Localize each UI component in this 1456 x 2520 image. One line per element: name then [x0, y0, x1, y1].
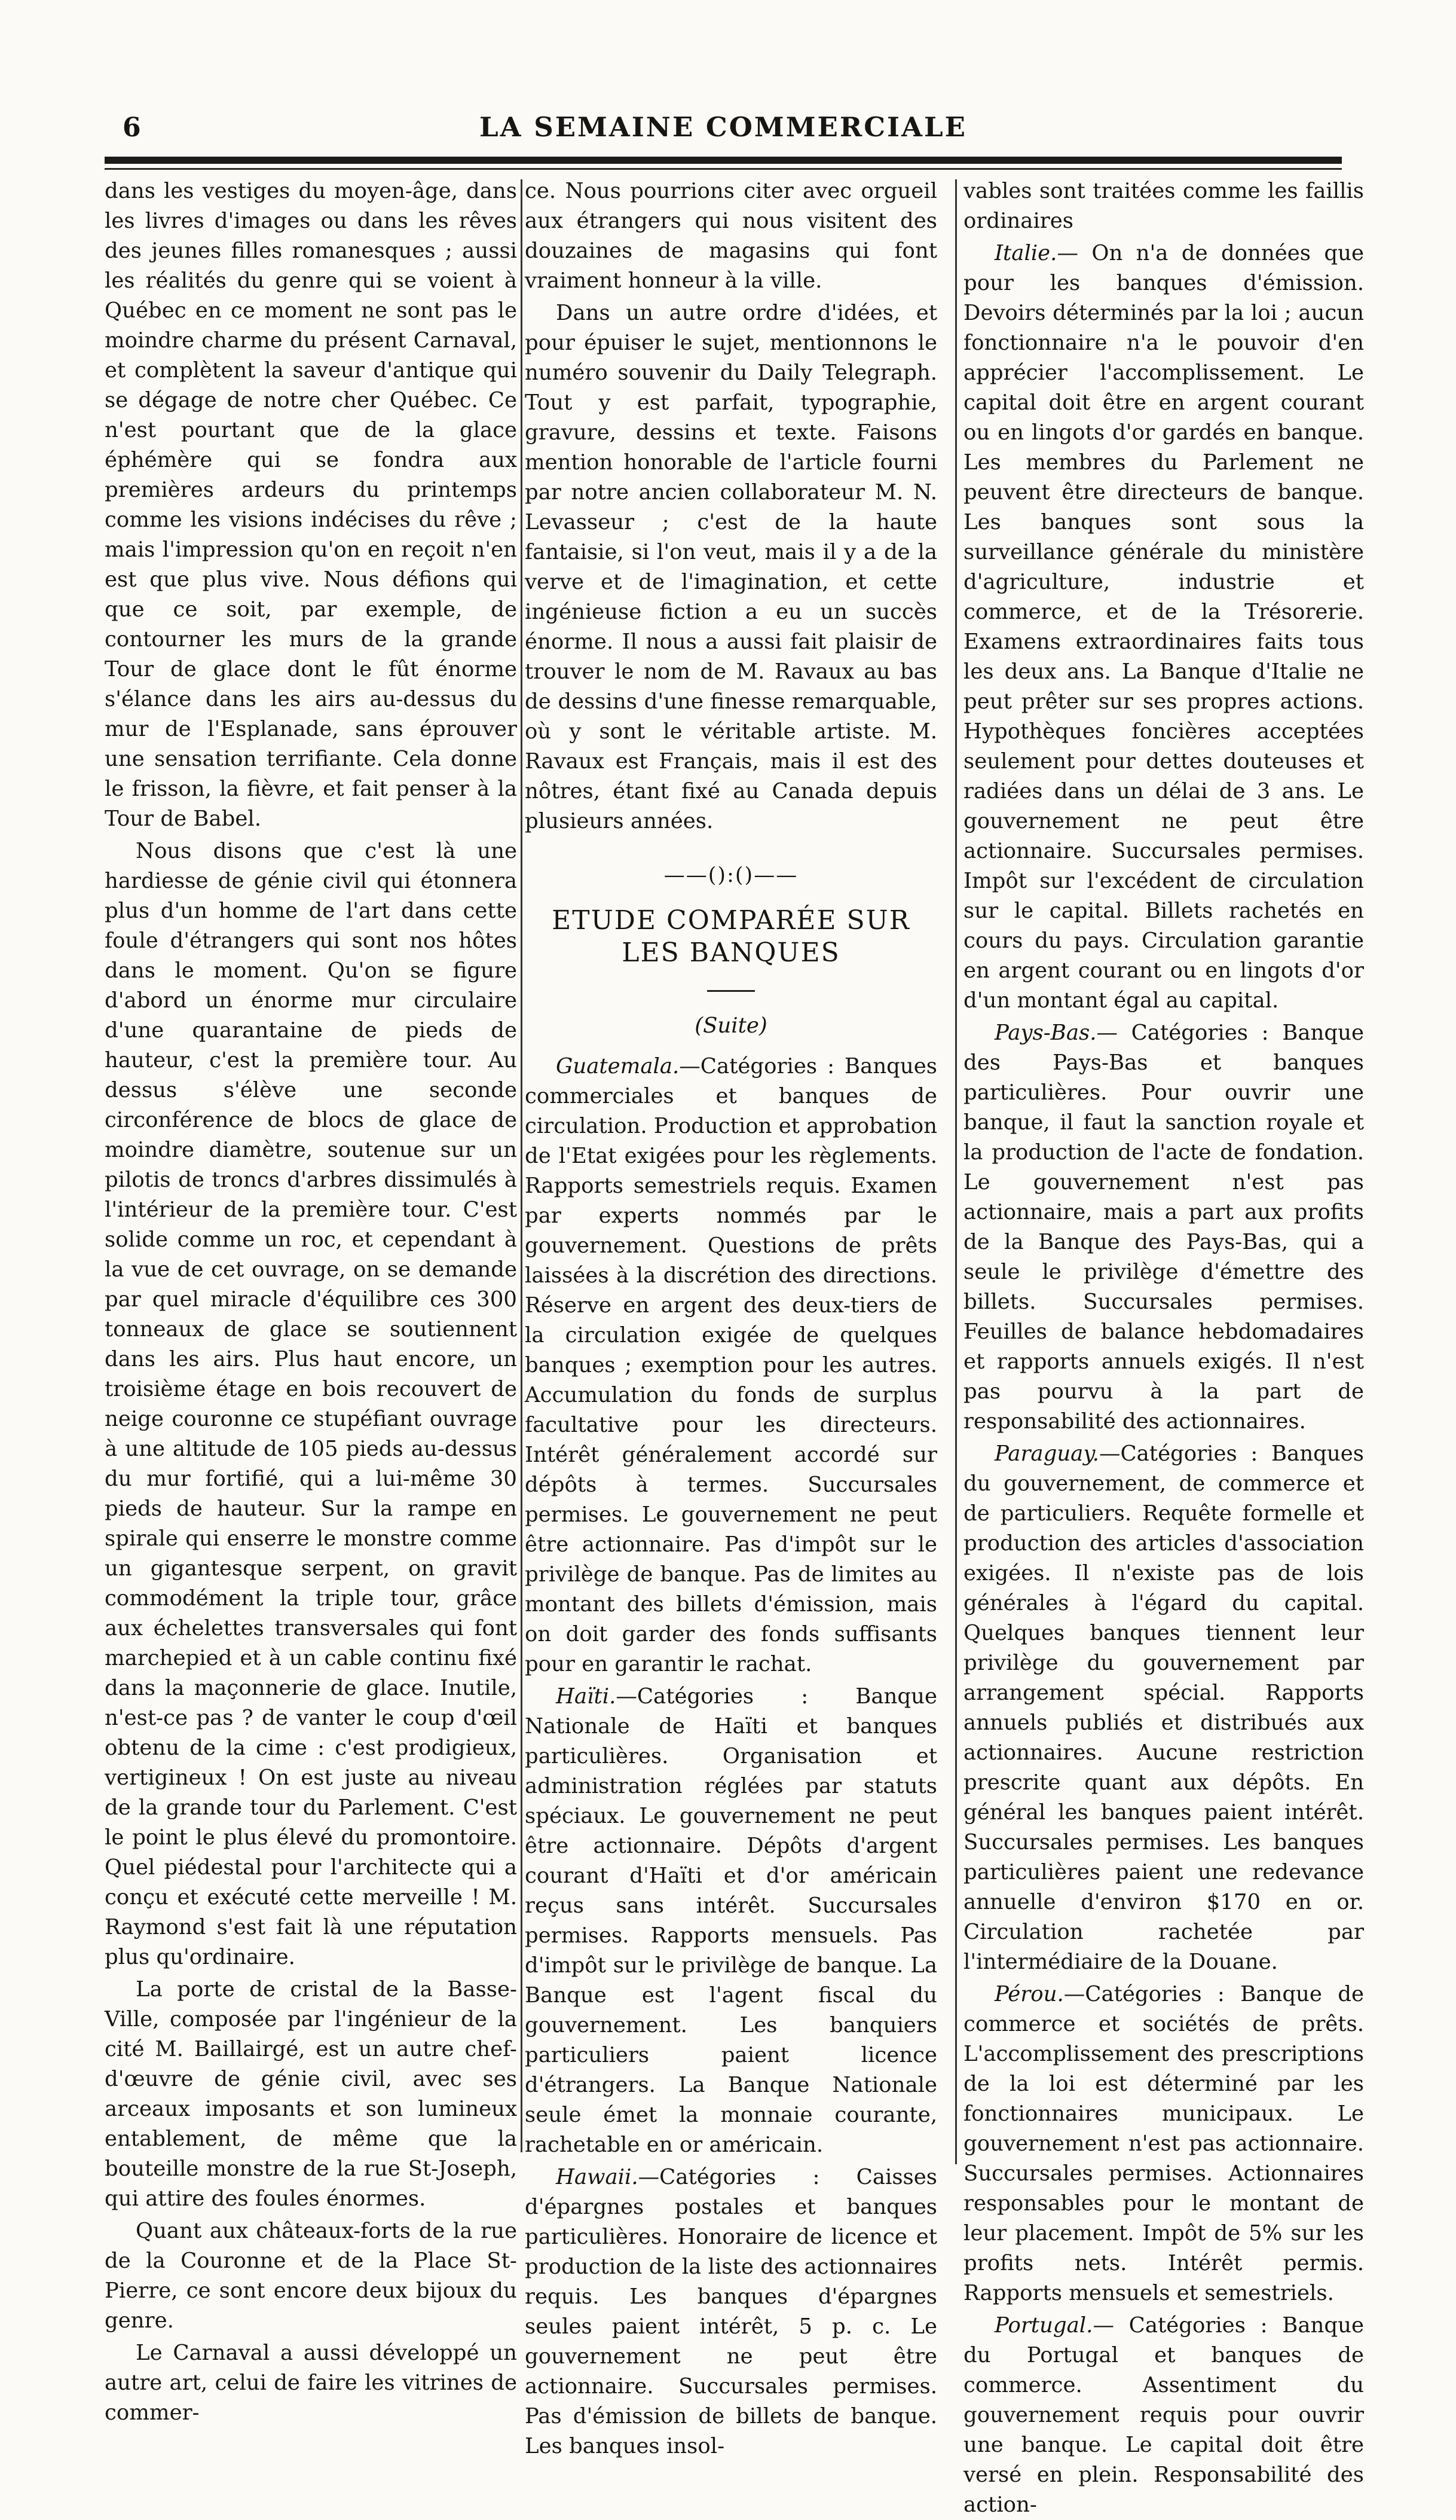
col3-paragraph-0: vables sont traitées comme les faillis ordinaires	[963, 179, 1364, 233]
section-separator: ——():()——	[663, 863, 799, 887]
col1-paragraph-5: Le Carnaval a aussi développé un autre art, celui de faire les vitrines de commer-	[105, 2341, 517, 2425]
country-italie: Italie.	[995, 241, 1057, 265]
page-header	[105, 108, 1342, 161]
entry-hawaii	[525, 2162, 937, 2461]
country-guatemala: Guatemala.	[556, 1054, 680, 1079]
header-rule-thick	[105, 157, 1342, 164]
column-divider-1	[521, 179, 522, 2152]
column-2	[525, 176, 937, 2461]
text-hawaii: —Catégories : Caisses d'épargnes postales et banques particulières. Honoraire de licence et production de la liste des actionnaires requis. Les banques d'épargnes seules paient intérêt, 5 p. c. Le gouvernement ne peut être actionnaire. Succursales permises. Pas d'émission de billets de banque. Les banques insol-	[525, 2165, 937, 2458]
col1-paragraph-2: Nous disons que c'est là une hardiesse de génie civil qui étonnera plus d'un homme de l'art dans cette foule d'étrangers qui sont nos hôtes dans le moment. Qu'on se figure d'abord un énorme mur circulaire d'une quarantaine de pieds de hauteur, c'est la première tour. Au dessus s'élève une seconde circonférence de blocs de glace de moindre diamètre, soutenue sur un pilotis de troncs d'arbres dissimulés à l'intérieur de la première tour. C'est solide comme un roc, et cependant à la vue de cet ouvrage, on se demande par quel miracle d'équilibre ces 300 tonneaux de glace se soutiennent dans les airs. Plus haut encore, un troisième étage en bois recouvert de neige couronne ce stupéfiant ouvrage à une altitude de 105 pieds au-dessus du mur fortifié, qui a lui-même 30 pieds de hauteur. Sur la rampe en spirale qui enserre le monstre comme un gigantesque serpent, on gravit commodément la triple tour, grâce aux échelettes transversales qui font marchepied et à un cable continu fixé dans la maçonnerie de glace. Inutile, n'est-ce pas ? de vanter le coup d'œil obtenu de la cime : c'est prodigieux, vertigineux ! On est juste au niveau de la grande tour du Parlement. C'est le point le plus élevé du promontoire. Quel piédestal pour l'architecte qui a conçu et exécuté cette merveille ! M. Raymond s'est fait là une réputation plus qu'ordinaire.	[105, 839, 517, 1969]
text-haiti: —Catégories : Banque Nationale de Haïti et banques particulières. Organisation et administration réglées par statuts spéciaux. Le gouvernement ne peut être actionnaire. Dépôts d'argent courant d'Haïti et d'or américain reçus sans intérêt. Succursales permises. Rapports mensuels. Pas d'impôt sur le privilège de banque. La Banque est l'agent fiscal du gouvernement. Les banquiers particuliers paient licence d'étrangers. La Banque Nationale seule émet la monnaie courante, rachetable en or américain.	[525, 1684, 937, 2157]
page-number: 6	[123, 112, 141, 143]
heading-dash	[525, 975, 937, 1005]
col1-paragraph-3: La porte de cristal de la Basse-Ville, composée par l'ingénieur de la cité M. Baillairgé, est un autre chef-d'œuvre de génie civil, avec ses arceaux imposants et son lumineux entablement, de même que la bouteille monstre de la rue St-Joseph, qui attire des foules énormes.	[105, 1977, 517, 2211]
country-haiti: Haïti.	[556, 1684, 616, 1709]
col2-paragraph-1: ce. Nous pourrions citer avec orgueil aux étrangers qui nous visitent des douzaines de magasins qui font vraiment honneur à la ville.	[525, 179, 937, 293]
article-heading: ETUDE COMPARÉE SUR LES BANQUES	[552, 905, 910, 968]
col2-paragraph-2: Dans un autre ordre d'idées, et pour épuiser le sujet, mentionnons le numéro souvenir du Daily Telegraph. Tout y est parfait, typographie, gravure, dessins et texte. Faisons mention honorable de l'article fourni par notre ancien collaborateur M. N. Levasseur ; c'est de la haute fantaisie, si l'on veut, mais il y a de la verve et de l'imagination, et cette ingénieuse fiction a eu un succès énorme. Il nous a aussi fait plaisir de trouver le nom de M. Ravaux au bas de dessins d'une finesse remarquable, où y sont le véritable artiste. M. Ravaux est Français, mais il est des nôtres, étant fixé au Canada depuis plusieurs années.	[525, 301, 937, 833]
col1-paragraph-4: Quant aux châteaux-forts de la rue de la Couronne et de la Place St-Pierre, ce sont encore deux bijoux du genre.	[105, 2219, 517, 2333]
entry-paraguay	[963, 1439, 1364, 1977]
column-1	[105, 176, 517, 2428]
entry-guatemala	[525, 1052, 937, 1679]
journal-title: LA SEMAINE COMMERCIALE	[479, 111, 967, 143]
text-portugal: — Catégories : Banque du Portugal et banques de commerce. Assentiment du gouvernement requis pour ouvrir une banque. Le capital doit être versé en plein. Responsabilité des action-	[963, 2313, 1364, 2517]
entry-pays-bas	[963, 1018, 1364, 1437]
entry-perou	[963, 1980, 1364, 2308]
entry-italie	[963, 239, 1364, 1016]
text-pays-bas: — Catégories : Banque des Pays-Bas et banques particulières. Pour ouvrir une banque, il faut la sanction royale et la production de l'acte de fondation. Le gouvernement n'est pas actionnaire, mais a part aux profits de la Banque des Pays-Bas, qui a seule le privilège d'émettre des billets. Succursales permises. Feuilles de balance hebdomadaires et rapports annuels exigés. Il n'est pas pourvu à la part de responsabilité des actionnaires.	[963, 1021, 1364, 1434]
article-continuation: (Suite)	[695, 1013, 767, 1038]
country-hawaii: Hawaii.	[556, 2165, 638, 2189]
text-paraguay: —Catégories : Banques du gouvernement, de commerce et de particuliers. Requête formelle et production des articles d'association exigées. Il n'existe pas de lois générales à l'égard du capital. Quelques banques tiennent leur privilège du gouvernement par arrangement spécial. Rapports annuels publiés et distribués aux actionnaires. Aucune restriction prescrite quant aux dépôts. En général les banques paient intérêt. Succursales permises. Les banques particulières paient une redevance annuelle d'environ $170 en or. Circulation rachetée par l'intermédiaire de la Douane.	[963, 1441, 1364, 1974]
column-divider-2	[955, 179, 957, 2164]
column-3	[963, 176, 1364, 2520]
country-perou: Pérou.	[995, 1982, 1064, 2006]
text-perou: —Catégories : Banque de commerce et sociétés de prêts. L'accomplissement des prescriptions de la loi est déterminé par les fonctionnaires municipaux. Le gouvernement n'est pas actionnaire. Succursales permises. Actionnaires responsables pour le montant de leur placement. Impôt de 5% sur les profits nets. Intérêt permis. Rapports mensuels et semestriels.	[963, 1982, 1364, 2305]
header-rule-thin	[105, 168, 1342, 170]
text-guatemala: —Catégories : Banques commerciales et banques de circulation. Production et approbation de l'Etat exigées pour les règlements. Rapports semestriels requis. Examen par experts nommés par le gouvernement. Questions de prêts laissées à la discrétion des directions. Réserve en argent des deux-tiers de la circulation exigée de quelques banques ; exemption pour les autres. Accumulation du fonds de surplus facultative pour les directeurs. Intérêt généralement accordé sur dépôts à termes. Succursales permises. Le gouvernement ne peut être actionnaire. Pas d'impôt sur le privilège de banque. Pas de limites au montant des billets d'émission, mais on doit garder des fonds suffisants pour en garantir le rachat.	[525, 1054, 937, 1676]
entry-haiti	[525, 1682, 937, 2160]
country-paraguay: Paraguay.	[995, 1441, 1099, 1466]
text-italie: — On n'a de données que pour les banques d'émission. Devoirs déterminés par la loi ; aucun fonctionnaire n'a le pouvoir d'en apprécier l'accomplissement. Le capital doit être en argent courant ou en lingots d'or gardés en banque. Les membres du Parlement ne peuvent être directeurs de banque. Les banques sont sous la surveillance générale du ministère d'agriculture, industrie et commerce, et de la Trésorerie. Examens extraordinaires faits tous les deux ans. La Banque d'Italie ne peut prêter sur ses propres actions. Hypothèques foncières acceptées seulement pour dettes douteuses et radiées dans un délai de 3 ans. Le gouvernement ne peut être actionnaire. Succursales permises. Impôt sur l'excédent de circulation sur le capital. Billets rachetés en cours du pays. Circulation garantie en argent courant ou en lingots d'or d'un montant égal au capital.	[963, 241, 1364, 1013]
country-pays-bas: Pays-Bas.	[995, 1021, 1097, 1045]
country-portugal: Portugal.	[995, 2313, 1093, 2338]
entry-portugal	[963, 2311, 1364, 2520]
col1-paragraph-1: dans les vestiges du moyen-âge, dans les livres d'images ou dans les rêves des jeunes filles romanesques ; aussi les réalités du genre qui se voient à Québec en ce moment ne sont pas le moindre charme du présent Carnaval, et complètent la saveur d'antique qui se dégage de notre cher Québec. Ce n'est pourtant que de la glace éphémère qui se fondra aux premières ardeurs du printemps comme les visions indécises du rêve ; mais l'impression qu'on en reçoit n'en est que plus vive. Nous défions qui que ce soit, par exemple, de contourner les murs de la grande Tour de glace dont le fût énorme s'élance dans les airs au-dessus du mur de l'Esplanade, sans éprouver une sensation terrifiante. Cela donne le frisson, la fièvre, et fait penser à la Tour de Babel.	[105, 179, 517, 831]
